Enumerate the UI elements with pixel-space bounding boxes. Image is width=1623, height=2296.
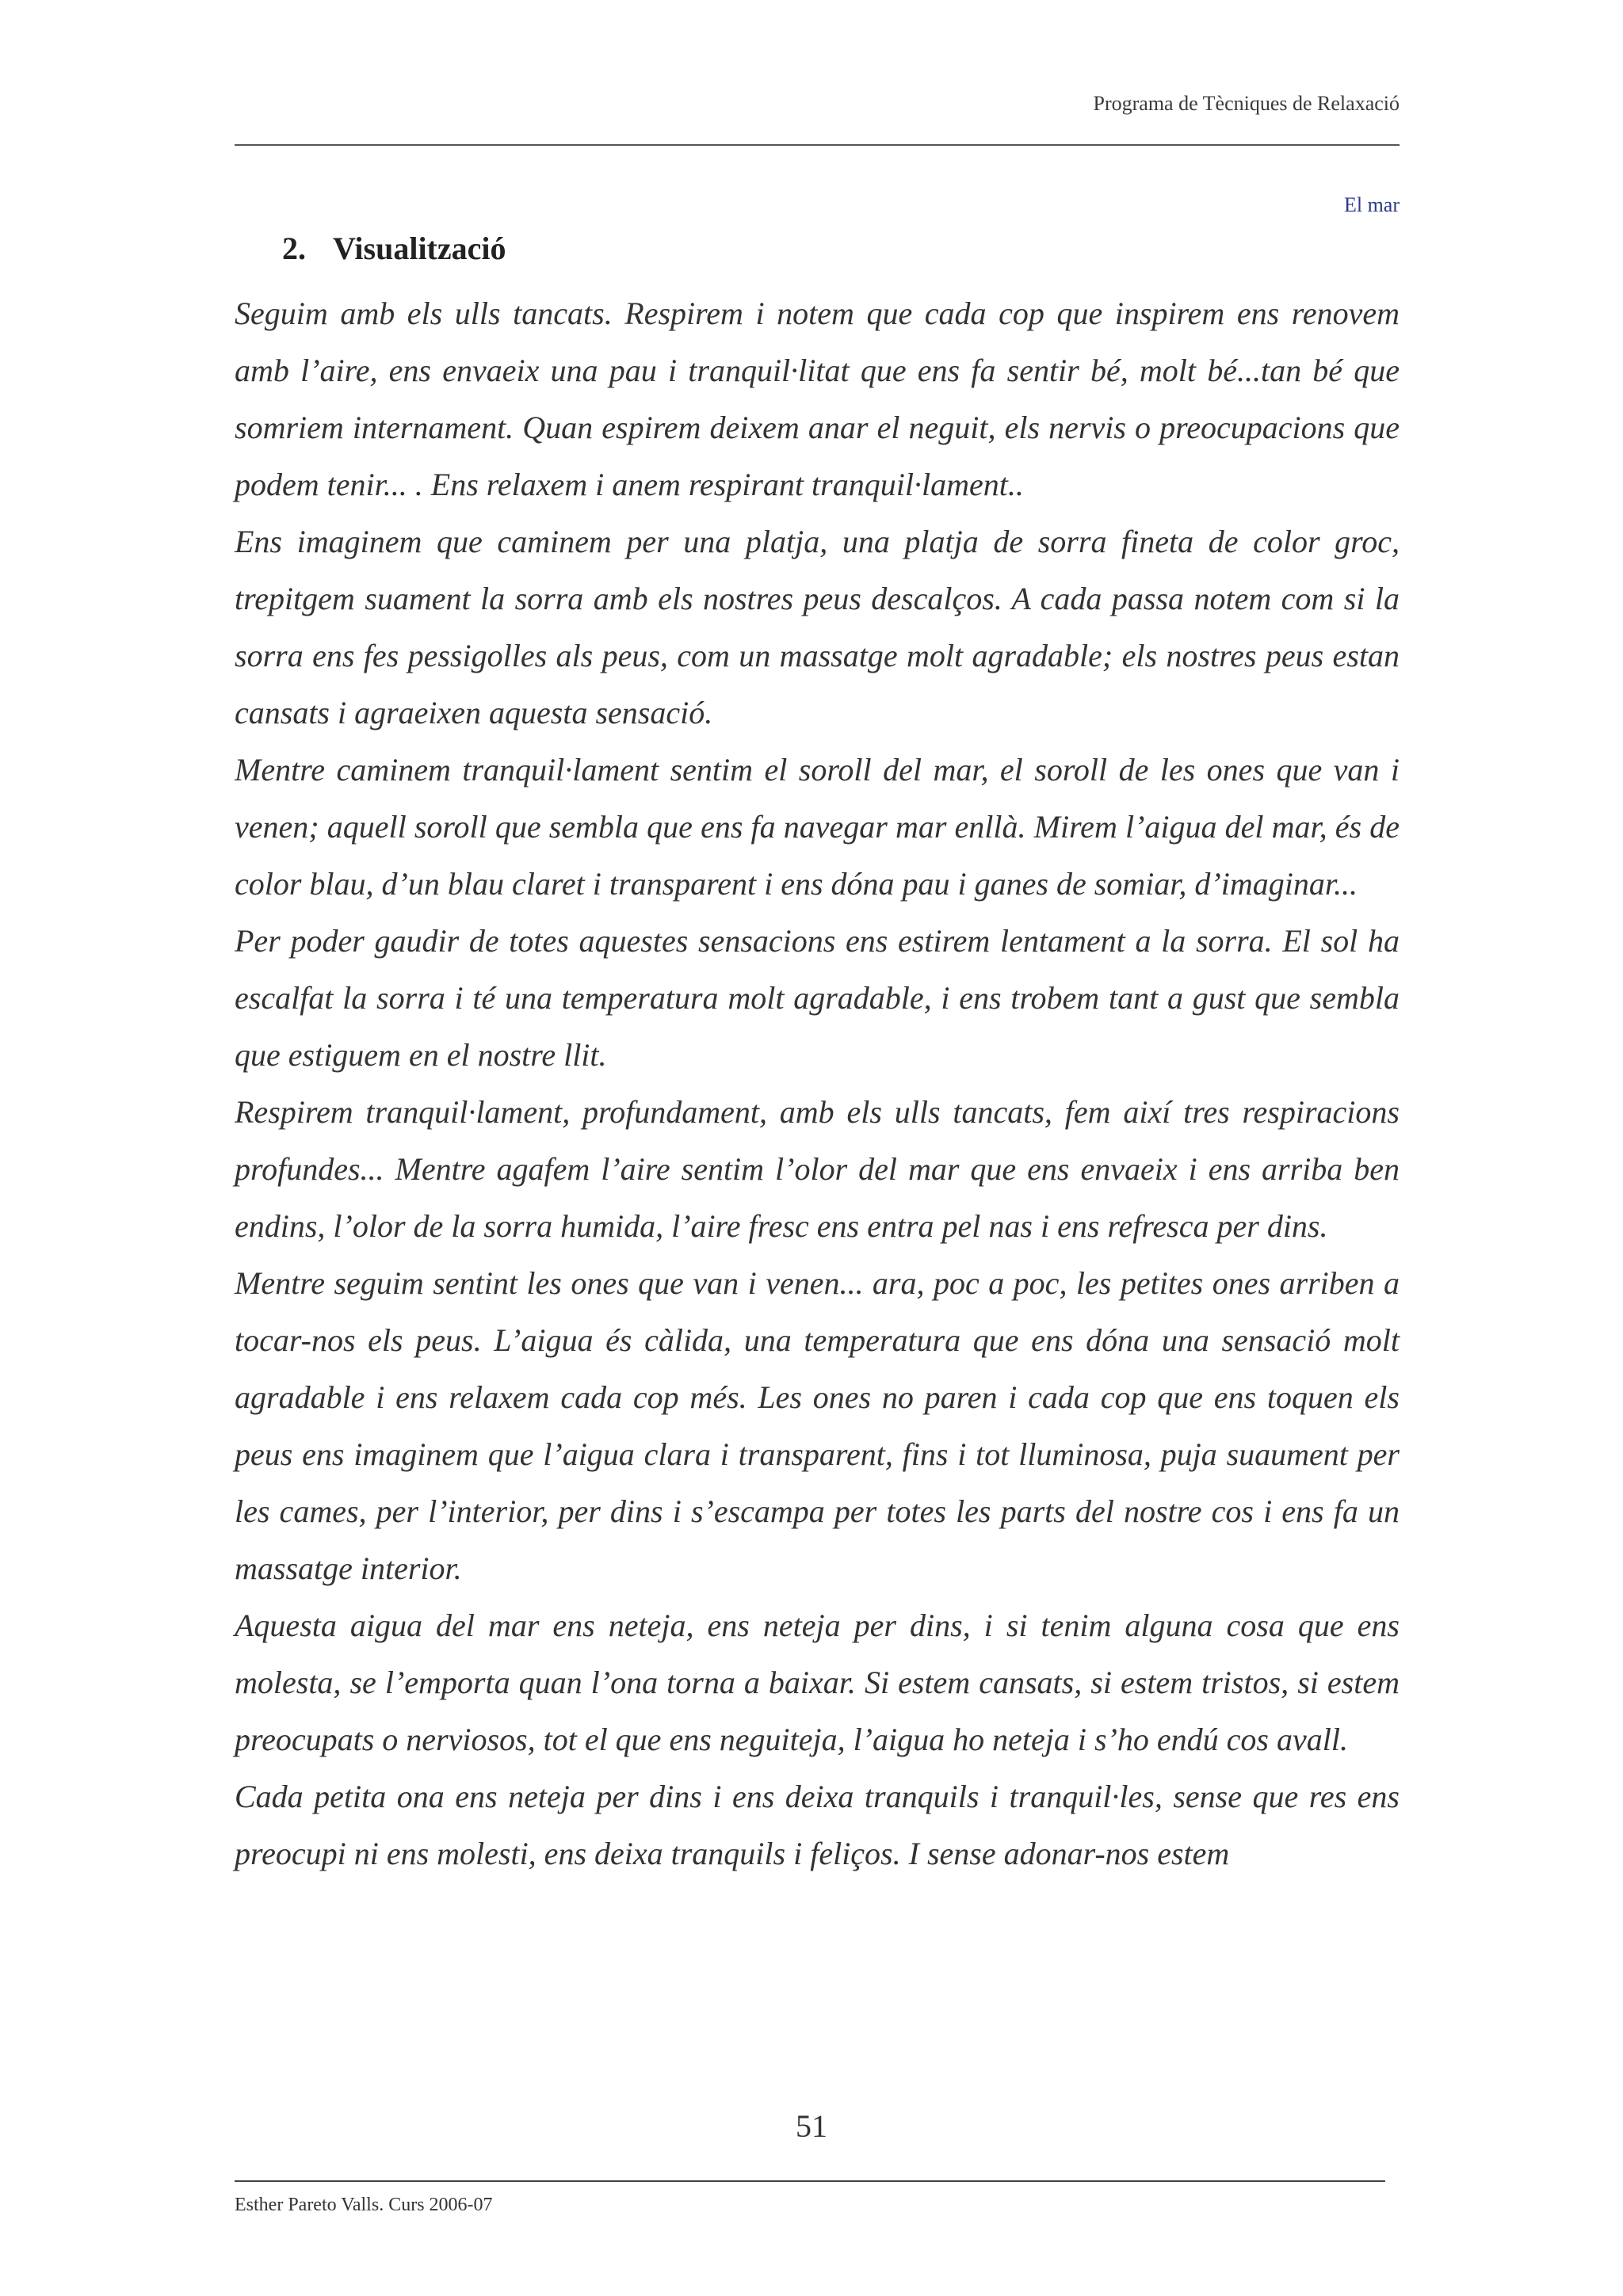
section-title: Visualització <box>333 231 506 266</box>
paragraph-4: Per poder gaudir de totes aquestes sensacions ens estirem lentament a la sorra. El sol ha escalfat la sorra i té una temperatura molt agradable, i ens trobem tant a gust que sembla que estiguem en el nostre llit. <box>235 923 1400 1073</box>
running-header: Programa de Tècniques de Relaxació <box>1093 92 1400 115</box>
section-heading <box>282 230 506 267</box>
footer-author: Esther Pareto Valls. Curs 2006-07 <box>235 2195 493 2215</box>
paragraph-5: Respirem tranquil·lament, profundament, amb els ulls tancats, fem així tres respiracions profundes... Mentre agafem l’aire sentim l’olor del mar que ens envaeix i ens arriba ben endins, l’olor de la sorra humida, l’aire fresc ens entra pel nas i ens refresca per dins. <box>235 1094 1400 1244</box>
page-number: 51 <box>796 2108 827 2144</box>
section-tag: El mar <box>1343 193 1400 216</box>
paragraph-8: Cada petita ona ens neteja per dins i ens deixa tranquils i tranquil·les, sense que res ens preocupi ni ens molesti, ens deixa tranquils i feliços. I sense adonar-nos estem <box>235 1779 1400 1871</box>
paragraph-1: Seguim amb els ulls tancats. Respirem i notem que cada cop que inspirem ens renovem amb l’aire, ens envaeix una pau i tranquil·litat que ens fa sentir bé, molt bé...tan bé que somriem internament. Quan espirem deixem anar el neguit, els nervis o preocupacions que podem tenir... . Ens relaxem i anem respirant tranquil·lament.. <box>235 296 1400 502</box>
body-text <box>235 285 1400 1882</box>
paragraph-2: Ens imaginem que caminem per una platja, una platja de sorra fineta de color groc, trepitgem suament la sorra amb els nostres peus descalços. A cada passa notem com si la sorra ens fes pessigolles als peus, com un massatge molt agradable; els nostres peus estan cansats i agraeixen aquesta sensació. <box>235 524 1400 730</box>
paragraph-3: Mentre caminem tranquil·lament sentim el soroll del mar, el soroll de les ones que van i venen; aquell soroll que sembla que ens fa navegar mar enllà. Mirem l’aigua del mar, és de color blau, d’un blau claret i transparent i ens dóna pau i ganes de somiar, d’imaginar... <box>235 752 1400 902</box>
footer-rule <box>235 2180 1385 2182</box>
paragraph-6: Mentre seguim sentint les ones que van i venen... ara, poc a poc, les petites ones arriben a tocar-nos els peus. L’aigua és càlida, una temperatura que ens dóna una sensació molt agradable i ens relaxem cada cop més. Les ones no paren i cada cop que ens toquen els peus ens imaginem que l’aigua clara i transparent, fins i tot lluminosa, puja suaument per les cames, per l’interior, per dins i s’escampa per totes les parts del nostre cos i ens fa un massatge interior. <box>235 1265 1400 1586</box>
header-rule <box>235 144 1400 146</box>
section-number: 2. <box>282 231 306 266</box>
paragraph-7: Aquesta aigua del mar ens neteja, ens neteja per dins, i si tenim alguna cosa que ens molesta, se l’emporta quan l’ona torna a baixar. Si estem cansats, si estem tristos, si estem preocupats o nerviosos, tot el que ens neguiteja, l’aigua ho neteja i s’ho endú cos avall. <box>235 1608 1400 1757</box>
